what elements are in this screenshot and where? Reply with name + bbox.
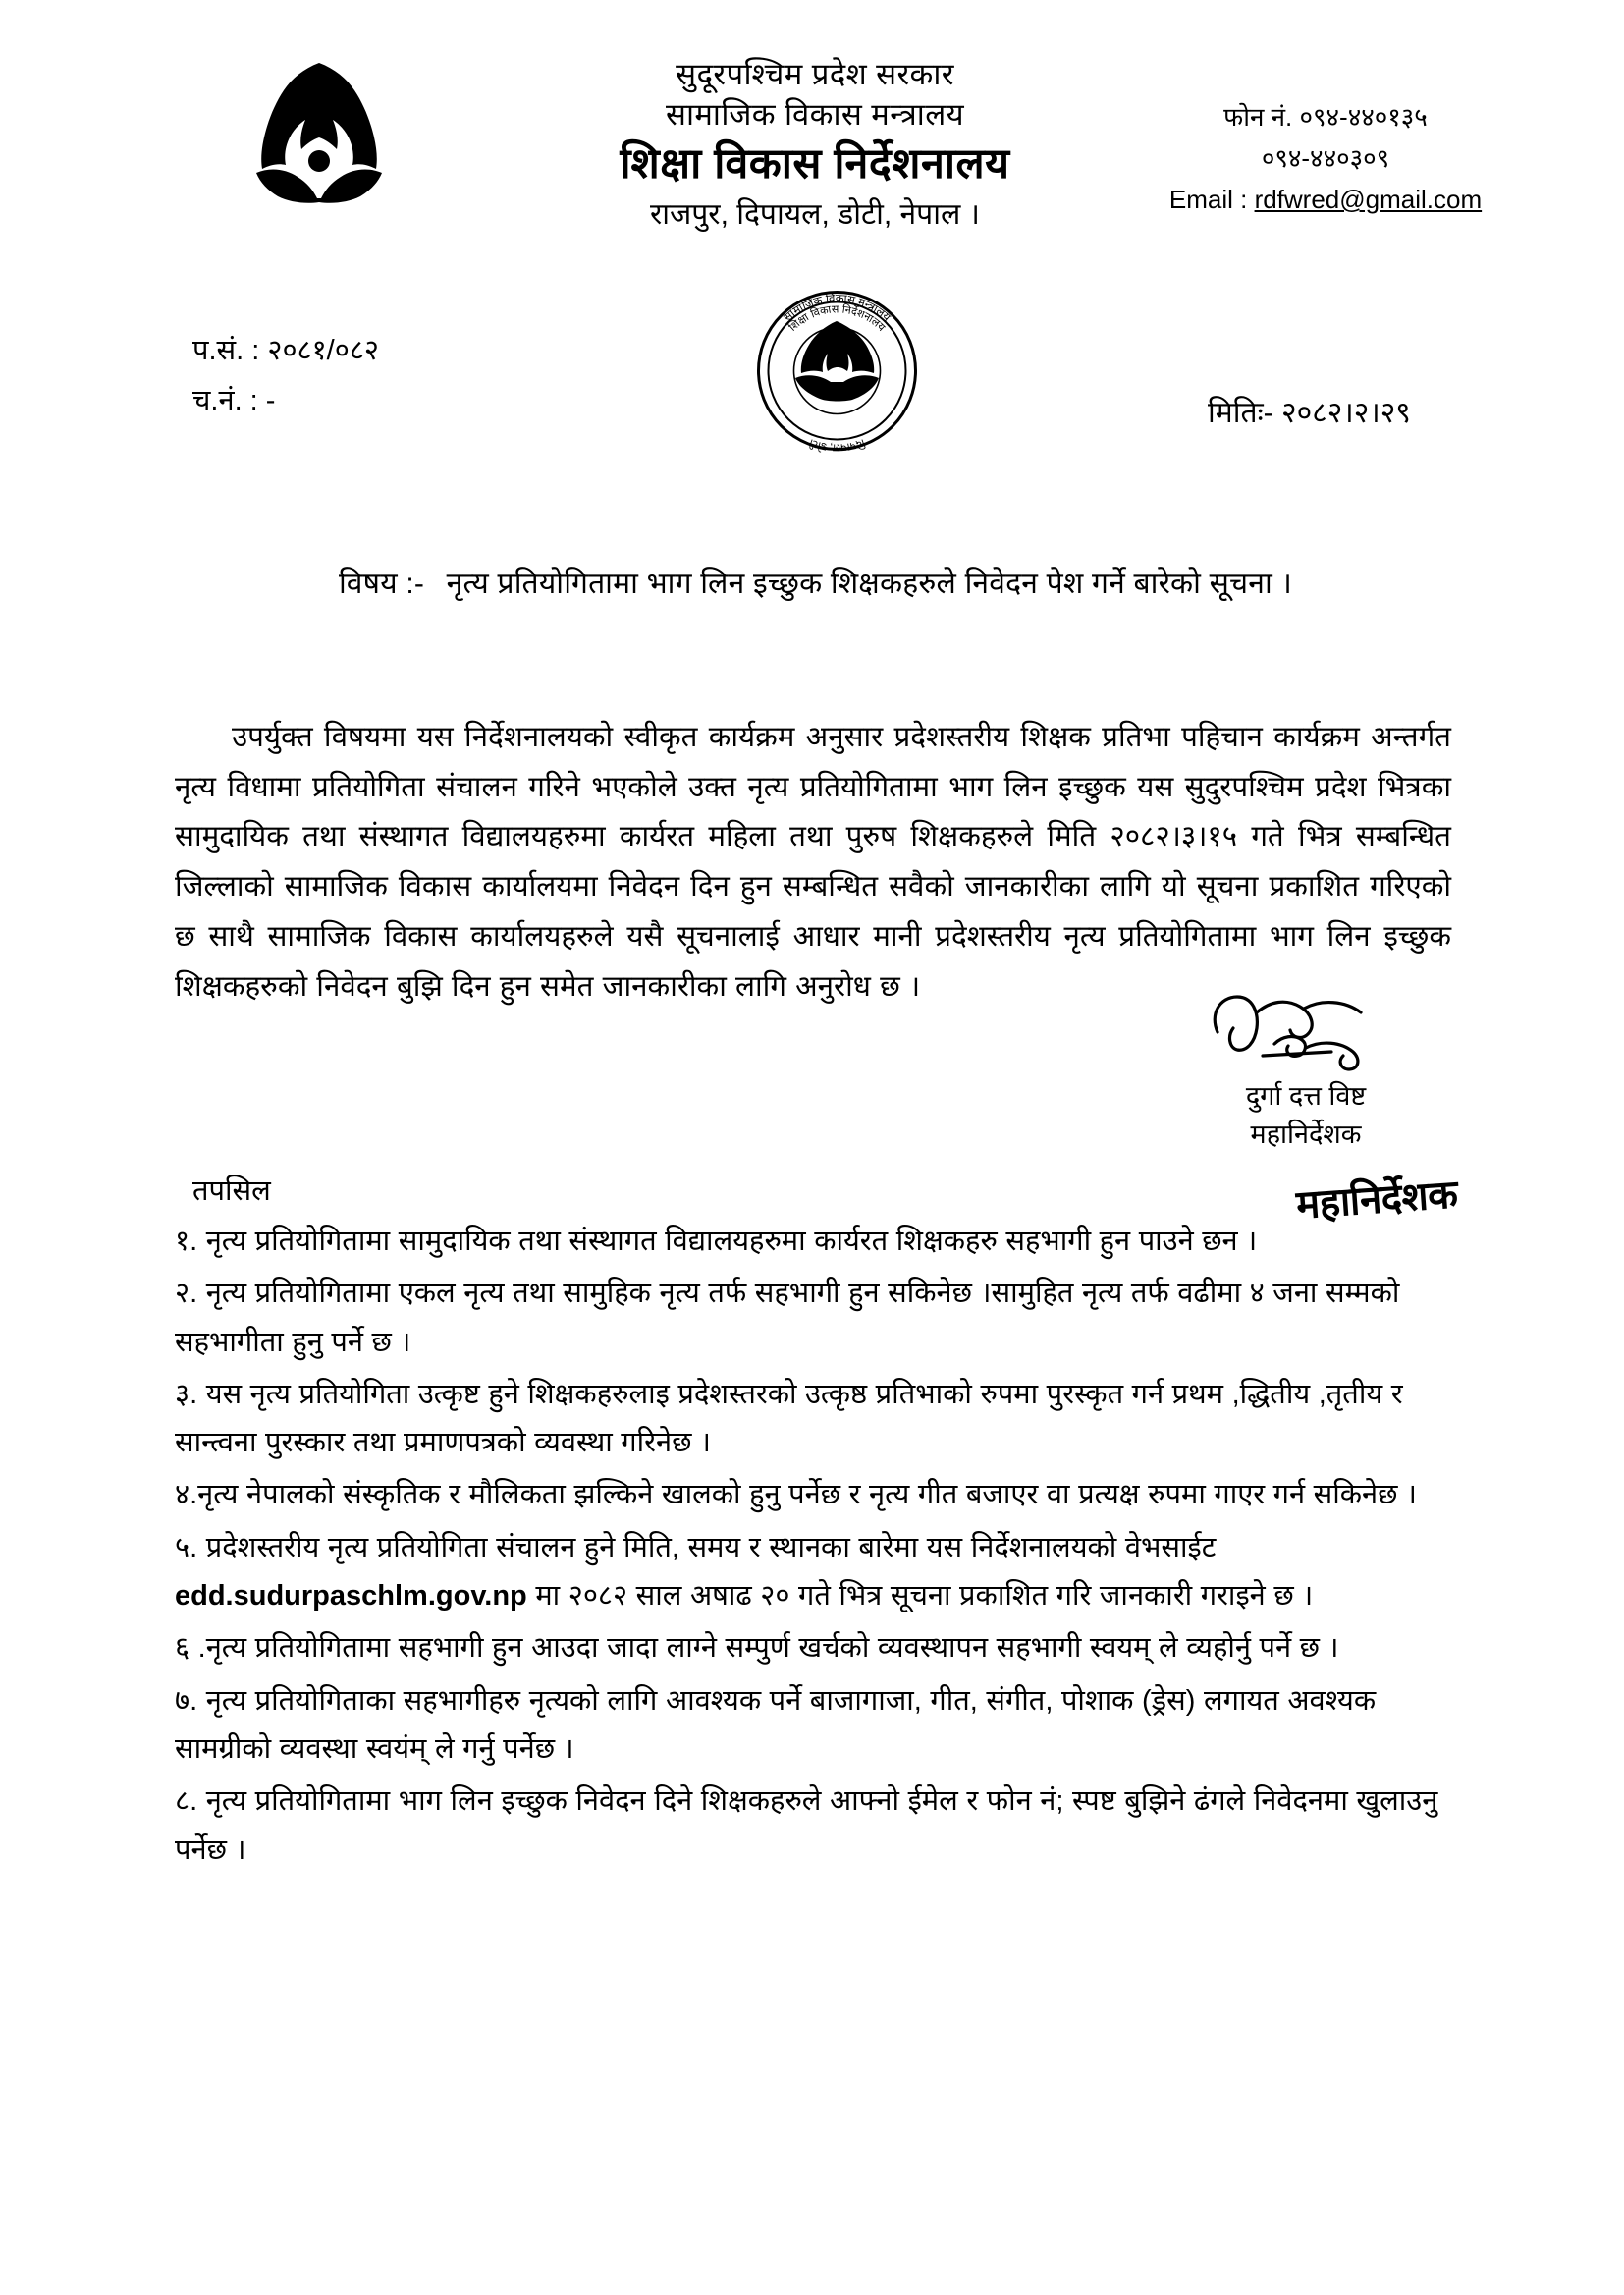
svg-text:शिक्षा विकास निर्देशनालय: शिक्षा विकास निर्देशनालय — [786, 303, 888, 334]
svg-text:दिपायल, डोटी: दिपायल, डोटी — [807, 436, 867, 454]
designation-stamp: महानिर्देशक — [1294, 1173, 1459, 1228]
ministry-name: सामाजिक विकास मन्त्रालय — [665, 96, 965, 132]
patra-sankhya: प.सं. : २०८१/०८२ — [192, 335, 379, 366]
office-address: राजपुर, दिपायल, डोटी, नेपाल । — [649, 197, 981, 231]
office-identity — [550, 55, 1080, 235]
list-item: २. नृत्य प्रतियोगितामा एकल नृत्य तथा सामुहिक नृत्य तर्फ सहभागी हुन सकिनेछ ।सामुहित नृत्य तर्फ वढीमा ४ जना सम्मको सहभागीता हुनु पर्ने छ । — [175, 1278, 1400, 1358]
list-item: १. नृत्य प्रतियोगितामा सामुदायिक तथा संस्थागत विद्यालयहरुमा कार्यरत शिक्षकहरु सहभागी हुन पाउने छन । — [175, 1226, 1258, 1257]
official-round-seal-icon — [746, 280, 928, 462]
list-item: ७. नृत्य प्रतियोगिताका सहभागीहरु नृत्यको लागि आवश्यक पर्ने बाजागाजा, गीत, संगीत, पोशाक (ड्रेस) लगायत अवश्यक सामग्रीको व्यवस्था स्वयंम् ले गर्नु पर्नेछ । — [175, 1684, 1377, 1765]
government-name: सुदूरपश्चिम प्रदेश सरकार — [676, 57, 954, 91]
contact-block — [1119, 96, 1532, 220]
list-item: ६ .नृत्य प्रतियोगितामा सहभागी हुन आउदा जादा लाग्ने सम्पुर्ण खर्चको व्यवस्थापन सहभागी स्वयम् ले व्यहोर्नु पर्ने छ । — [175, 1632, 1339, 1665]
signature-block — [1159, 987, 1453, 1154]
list-item: ४.नृत्य नेपालको संस्कृतिक र मौलिकता झल्किने खालको हुनु पर्नेछ र नृत्य गीत बजाएर वा प्रत्यक्ष रुपमा गाएर गर्न सकिनेछ । — [175, 1479, 1418, 1511]
tapsil-list — [175, 1218, 1461, 1879]
list-item-website — [175, 1524, 1461, 1621]
signatory-designation: महानिर्देशक — [1250, 1120, 1362, 1150]
list-item: ८. नृत्य प्रतियोगितामा भाग लिन इच्छुक निवेदन दिने शिक्षकहरुले आफ्नो ईमेल र फोन नं; स्पष्ट बुझिने ढंगले निवेदनमा खुलाउनु पर्नेछ । — [175, 1785, 1438, 1866]
reference-block — [192, 326, 379, 426]
email-address[interactable]: rdfwred@gmail.com — [1254, 185, 1483, 215]
email-row — [1119, 179, 1532, 220]
phone-secondary: ०९४-४४०३०९ — [1261, 143, 1390, 174]
subject-line — [339, 562, 1292, 602]
chalani-number: च.नं. : - — [192, 384, 276, 416]
nepal-government-emblem-icon — [241, 59, 398, 206]
item-5-text-before: ५. प्रदेशस्तरीय नृत्य प्रतियोगिता संचालन हुने मिति, समय र स्थानका बारेमा यस निर्देशनालयको वेभसाईट — [175, 1531, 1217, 1563]
directorate-name: शिक्षा विकास निर्देशनालय — [620, 139, 1010, 188]
subject-label: विषय :- — [339, 568, 425, 600]
letterhead — [0, 37, 1624, 263]
phone-primary: फोन नं. ०९४-४४०१३५ — [1223, 102, 1428, 132]
tapsil-heading: तपसिल — [192, 1175, 271, 1207]
item-5-text-after: मा २०८२ साल अषाढ २० गते भित्र सूचना प्रकाशित गरि जानकारी गराइने छ । — [526, 1580, 1314, 1612]
subject-text: नृत्य प्रतियोगितामा भाग लिन इच्छुक शिक्षकहरुले निवेदन पेश गर्ने बारेको सूचना । — [446, 568, 1293, 600]
letter-date: मितिः- २०८२।२।२९ — [1208, 397, 1411, 429]
list-item: ३. यस नृत्य प्रतियोगिता उत्कृष्ट हुने शिक्षकहरुलाइ प्रदेशस्तरको उत्कृष्ठ प्रतिभाको रुपमा पुरस्कृत गर्न प्रथम ,द्धितीय ,तृतीय र सान्त्वना पुरस्कार तथा प्रमाणपत्रको व्यवस्था गरिनेछ । — [175, 1378, 1403, 1459]
body-paragraph: उपर्युक्त विषयमा यस निर्देशनालयको स्वीकृत कार्यक्रम अनुसार प्रदेशस्तरीय शिक्षक प्रतिभा पहिचान कार्यक्रम अन्तर्गत नृत्य विधामा प्रतियोगिता संचालन गरिने भएकोले उक्त नृत्य प्रतियोगितामा भाग लिन इच्छुक यस सुदुरपश्चिम प्रदेश भित्रका सामुदायिक तथा संस्थागत विद्यालयहरुमा कार्यरत महिला तथा पुरुष शिक्षकहरुले मिति २०८२।३।१५ गते भित्र सम्बन्धित जिल्लाको सामाजिक विकास कार्यालयमा निवेदन दिन हुन सम्बन्धित सवैको जानकारीका लागि यो सूचना प्रकाशित गरिएको छ साथै सामाजिक विकास कार्यालयहरुले यसै सूचनालाई आधार मानी प्रदेशस्तरीय नृत्य प्रतियोगितामा भाग लिन इच्छुक शिक्षकहरुको निवेदन बुझि दिन हुन समेत जानकारीका लागि अनुरोध छ । — [175, 721, 1451, 1003]
directorate-website-url[interactable]: edd.sudurpaschlm.gov.np — [175, 1580, 527, 1612]
handwritten-signature-icon — [1159, 987, 1453, 1077]
svg-text:सामाजिक विकास मन्त्रालय: सामाजिक विकास मन्त्रालय — [782, 293, 893, 324]
email-label: Email : — [1168, 185, 1248, 215]
signatory-name: दुर्गा दत्त विष्ट — [1245, 1081, 1367, 1111]
